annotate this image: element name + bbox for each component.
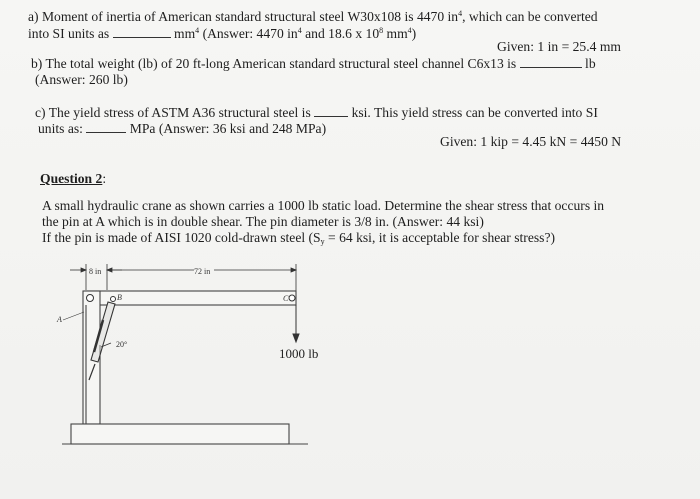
part-a-line-2: into SI units as $mm^4$ (Answer: 4470 $in^4$ and 18.6 x $10^8$ $mm^4$) xyxy=(28,26,417,41)
label-A-leader xyxy=(63,312,84,320)
crane-base xyxy=(62,424,308,444)
question-2-line-3: If the pin is made of AISI 1020 cold-drawn steel ($S_y = 64$ ksi, it is acceptable for shear stress?) xyxy=(42,230,556,246)
part-b-answer: (Answer: 260 lb) xyxy=(35,72,128,87)
part-b-line-1: b) The total weight (lb) of 20 ft-long American standard structural steel channel C6x13 is lb xyxy=(31,56,596,71)
question-2-heading: Question 2: xyxy=(40,171,107,186)
dimension-8in-label: 8 in xyxy=(89,267,102,276)
angle-label: 20° xyxy=(116,340,128,349)
load-label: 1000 lb xyxy=(279,346,319,361)
pin-B xyxy=(111,297,116,302)
label-B: B xyxy=(117,293,122,302)
given-conversion-kip: Given: 1 kip = 4.45 kN = 4450 N xyxy=(440,134,622,149)
pin-C xyxy=(289,295,295,301)
pin-A xyxy=(87,295,94,302)
dimension-72in-label: 72 in xyxy=(194,267,211,276)
question-2-line-1: A small hydraulic crane as shown carries a 1000 lb static load. Determine the shear stress that occurs in xyxy=(42,198,605,213)
label-A: A xyxy=(57,315,62,324)
label-C: C xyxy=(283,294,289,303)
load-arrow xyxy=(293,305,299,342)
part-c-line-2: units as: MPa (Answer: 36 ksi and 248 MPa) xyxy=(38,121,327,136)
question-2-line-2: the pin at A which is in double shear. The pin diameter is 3/8 in. (Answer: 44 ksi) xyxy=(42,214,484,229)
given-conversion-in-mm: Given: 1 in = 25.4 mm xyxy=(497,39,621,54)
part-c-line-1: c) The yield stress of ASTM A36 structural steel is ksi. This yield stress can be converted into SI xyxy=(35,105,598,120)
part-a-line-1: a) Moment of inertia of American standard structural steel W30x108 is 4470 $in^4$, which can be converted xyxy=(28,9,598,24)
